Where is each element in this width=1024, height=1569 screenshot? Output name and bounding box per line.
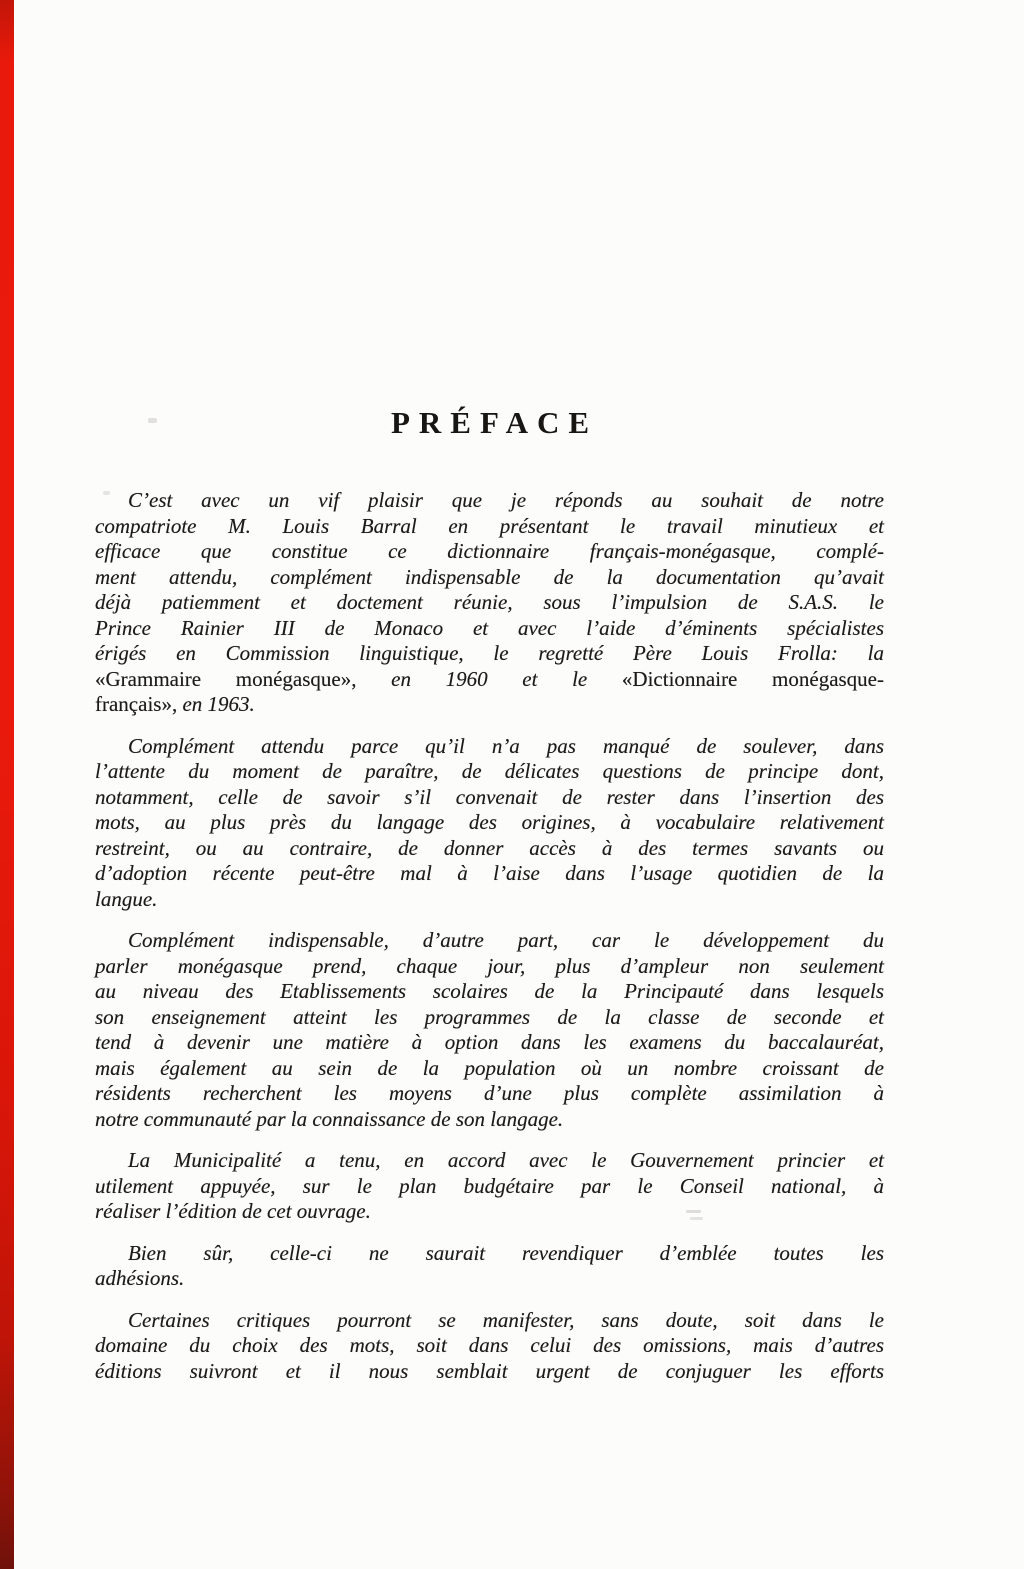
text-line: domaine du choix des mots, soit dans celui des omissions, mais d’autres (95, 1333, 884, 1357)
text-line: d’adoption récente peut-être mal à l’aise dans l’usage quotidien de la (95, 861, 884, 885)
text-line: Bien sûr, celle-ci ne saurait revendiquer d’emblée toutes les (128, 1240, 884, 1265)
text-line: Complément indispensable, d’autre part, car le développement du (128, 928, 884, 952)
paragraph (95, 928, 884, 1132)
text-line: parler monégasque prend, chaque jour, plus d’ampleur non seulement (95, 953, 884, 978)
paragraph (95, 734, 884, 913)
text-line-segment: «Dictionnaire monégasque- (621, 666, 884, 691)
text-line: l’attente du moment de paraître, de délicates questions de principe dont, (95, 759, 884, 783)
text-line: adhésions. (95, 1266, 185, 1290)
text-line-segment: en 1960 et le (356, 666, 622, 691)
text-line: tend à devenir une matière à option dans les examens du baccalauréat, (95, 1030, 884, 1054)
text-line: Prince Rainier III de Monaco et avec l’aide d’éminents spécialistes (95, 615, 884, 640)
text-line: mots, au plus près du langage des origines, à vocabulaire relativement (95, 810, 884, 834)
text-line-segment: «Grammaire monégasque», (95, 666, 357, 691)
text-line (95, 667, 884, 693)
paragraph (95, 488, 884, 718)
text-line: Complément attendu parce qu’il n’a pas manqué de soulever, dans (128, 733, 884, 758)
text-line: Certaines critiques pourront se manifester, sans doute, soit dans le (128, 1307, 884, 1332)
text-line: notamment, celle de savoir s’il convenait de rester dans l’insertion des (95, 784, 884, 809)
text-line-segment: français», (95, 692, 178, 716)
text-line: érigés en Commission linguistique, le regretté Père Louis Frolla: la (95, 641, 884, 665)
text-line: mais également au sein de la population où un nombre croissant de (95, 1055, 884, 1080)
page-title: PRÉFACE (390, 405, 599, 440)
text-line-segment: en 1963. (177, 692, 255, 716)
book-spine-edge (0, 0, 14, 1569)
text-line: résidents recherchent les moyens d’une plus complète assimilation à (95, 1081, 884, 1105)
text-line: déjà patiemment et doctement réunie, sous l’impulsion de S.A.S. le (95, 590, 884, 614)
text-line: restreint, ou au contraire, de donner accès à des termes savants ou (95, 835, 884, 860)
text-line: son enseignement atteint les programmes de la classe de seconde et (95, 1004, 884, 1029)
text-line: La Municipalité a tenu, en accord avec le Gouvernement princier et (128, 1148, 884, 1172)
text-line (95, 692, 884, 718)
text-line: au niveau des Etablissements scolaires de la Principauté dans lesquels (95, 979, 884, 1003)
text-line: réaliser l’édition de cet ouvrage. (95, 1199, 371, 1223)
text-line: ment attendu, complément indispensable de la documentation qu’avait (95, 564, 884, 589)
text-line: C’est avec un vif plaisir que je réponds au souhait de notre (128, 488, 884, 512)
text-block (95, 405, 884, 1384)
text-line: langue. (95, 886, 158, 911)
paragraph (95, 1241, 884, 1292)
paragraph (95, 1308, 884, 1385)
text-line: compatriote M. Louis Barral en présentant le travail minutieux et (95, 513, 884, 538)
text-line: utilement appuyée, sur le plan budgétaire par le Conseil national, à (95, 1173, 884, 1198)
text-line: notre communauté par la connaissance de son langage. (95, 1106, 564, 1131)
paragraph (95, 1148, 884, 1225)
text-line: efficace que constitue ce dictionnaire français-monégasque, complé- (95, 539, 884, 563)
text-line: éditions suivront et il nous semblait urgent de conjuguer les efforts (95, 1358, 884, 1383)
